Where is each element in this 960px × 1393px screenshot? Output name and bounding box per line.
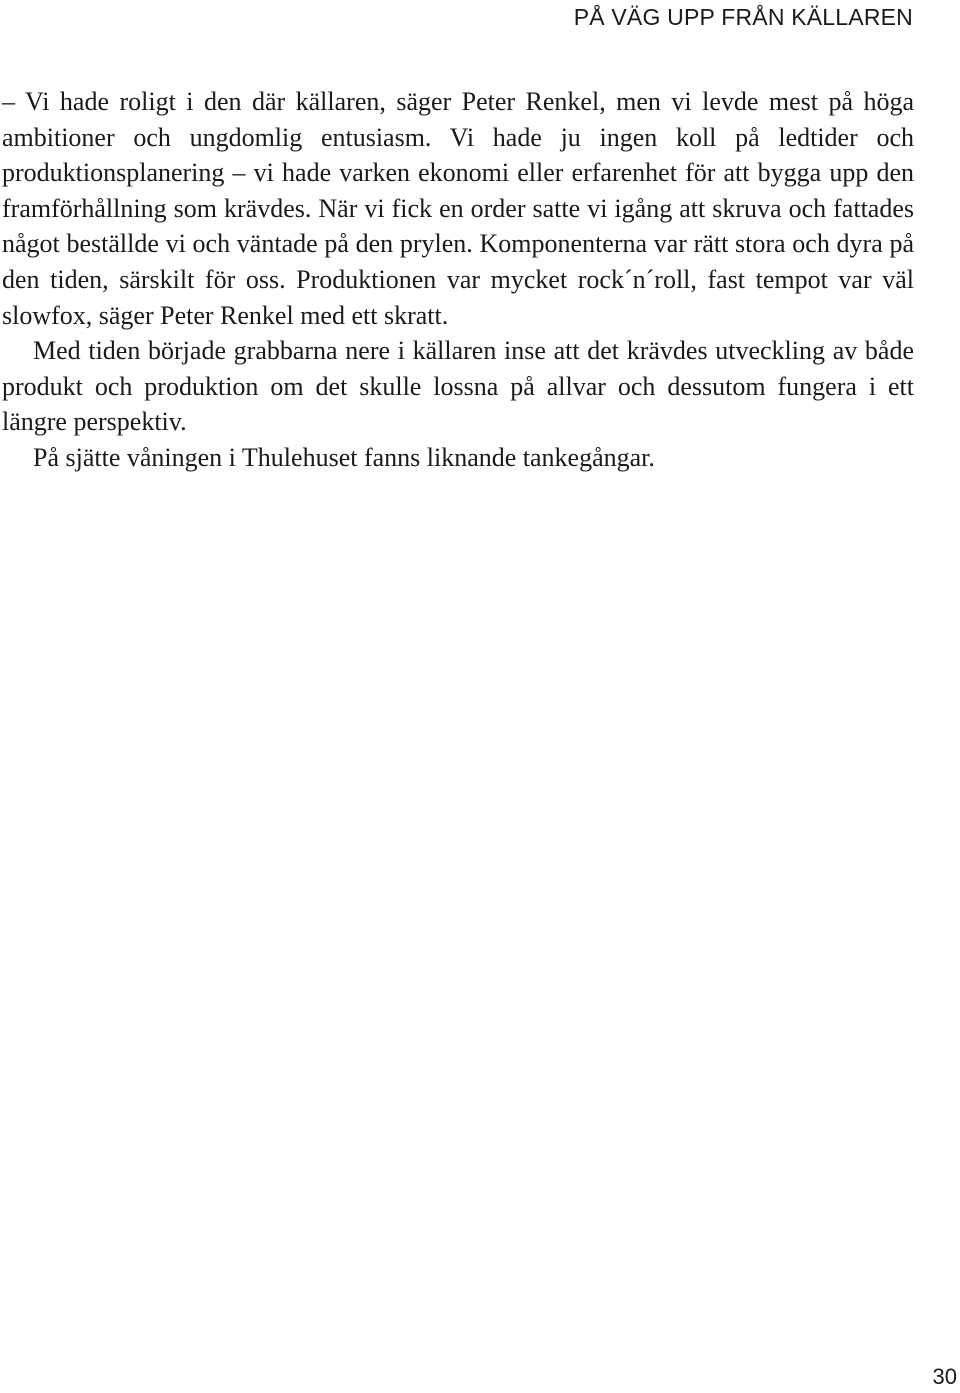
running-header: PÅ VÄG UPP FRÅN KÄLLAREN [573,4,913,30]
paragraph-1: – Vi hade roligt i den där källaren, säger Peter Renkel, men vi levde mest på höga ambitioner och ungdomlig entusiasm. Vi hade ju ingen koll på ledtider och produktionsplanering – vi hade varken ekonomi eller erfarenhet för att bygga upp den framförhållning som krävdes. När vi fick en order satte vi igång att skruva och fattades något beställde vi och väntade på den prylen. Komponenterna var rätt stora och dyra på den tiden, särskilt för oss. Produktionen var mycket rock´n´roll, fast tempot var väl slowfox, säger Peter Renkel med ett skratt. [2,87,914,330]
paragraph-2: Med tiden började grabbarna nere i källaren inse att det krävdes utveckling av både produkt och produktion om det skulle lossna på allvar och dessutom fungera i ett längre perspektiv. [2,336,914,437]
paragraph-3: På sjätte våningen i Thulehuset fanns liknande tankegångar. [33,442,655,472]
page-number: 30 [932,1364,957,1389]
body-text [2,84,914,476]
